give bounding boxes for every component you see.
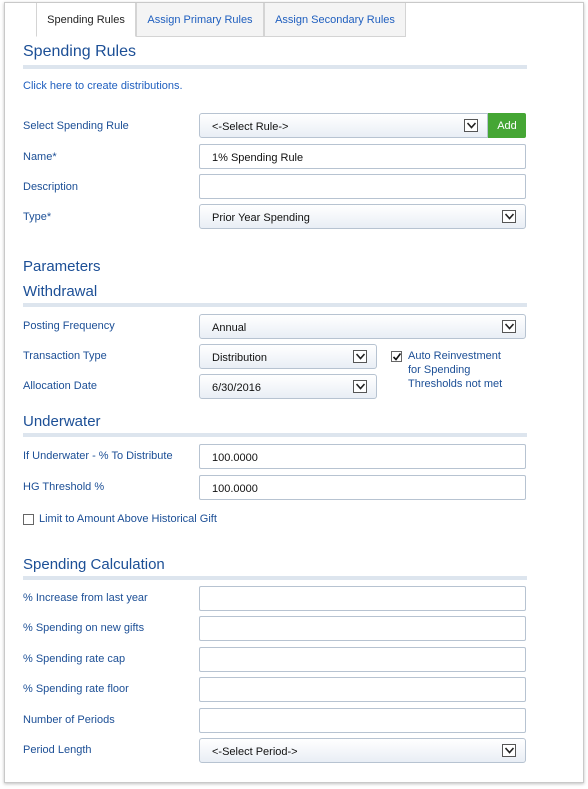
name-label: Name* xyxy=(23,151,57,163)
allocation-date-label: Allocation Date xyxy=(23,380,97,392)
create-distributions-link[interactable]: Click here to create distributions. xyxy=(23,80,183,92)
auto-reinvestment-label-line1: Auto Reinvestment xyxy=(408,350,501,362)
chevron-down-icon xyxy=(353,350,367,363)
select-spending-rule-dropdown[interactable] xyxy=(199,113,488,138)
tab-spending-rules[interactable]: Spending Rules xyxy=(36,3,136,37)
section-divider xyxy=(23,433,527,437)
allocation-date-value: 6/30/2016 xyxy=(212,382,261,394)
select-spending-rule-label: Select Spending Rule xyxy=(23,120,129,132)
pct-new-gifts-label: % Spending on new gifts xyxy=(23,622,145,634)
number-of-periods-field[interactable] xyxy=(199,708,526,733)
transaction-type-value: Distribution xyxy=(212,352,268,364)
description-label: Description xyxy=(23,181,79,193)
limit-above-historical-gift-label: Limit to Amount Above Historical Gift xyxy=(39,513,217,525)
rate-cap-field[interactable] xyxy=(199,647,526,672)
checkmark-icon xyxy=(392,352,402,362)
posting-frequency-value: Annual xyxy=(212,322,247,334)
posting-frequency-dropdown[interactable] xyxy=(199,314,526,339)
section-title-spending-calculation: Spending Calculation xyxy=(23,556,165,573)
description-field[interactable] xyxy=(199,174,526,199)
chevron-down-icon xyxy=(502,744,516,757)
hg-threshold-label: HG Threshold % xyxy=(23,481,105,493)
select-spending-rule-value: <-Select Rule-> xyxy=(212,121,289,133)
period-length-label: Period Length xyxy=(23,744,92,756)
if-underwater-pct-distribute-label: If Underwater - % To Distribute xyxy=(23,450,173,462)
allocation-date-dropdown[interactable] xyxy=(199,374,377,399)
chevron-down-icon xyxy=(353,380,367,393)
auto-reinvestment-label-line2: for Spending xyxy=(408,364,471,376)
section-title-withdrawal: Withdrawal xyxy=(23,283,98,300)
period-length-value: <-Select Period-> xyxy=(212,746,298,758)
type-label: Type* xyxy=(23,211,52,223)
number-of-periods-label: Number of Periods xyxy=(23,714,115,726)
chevron-down-icon xyxy=(502,320,516,333)
if-underwater-pct-distribute-field[interactable]: 100.0000 xyxy=(199,444,526,469)
chevron-down-icon xyxy=(464,119,478,132)
rate-cap-label: % Spending rate cap xyxy=(23,653,126,665)
section-title-spending-rules: Spending Rules xyxy=(23,43,136,60)
chevron-down-icon xyxy=(502,210,516,223)
add-rule-button[interactable]: Add xyxy=(488,113,526,138)
pct-increase-field[interactable] xyxy=(199,586,526,611)
tab-assign-primary-rules[interactable]: Assign Primary Rules xyxy=(136,3,264,37)
transaction-type-label: Transaction Type xyxy=(23,350,107,362)
auto-reinvestment-label-line3: Thresholds not met xyxy=(408,378,503,390)
posting-frequency-label: Posting Frequency xyxy=(23,320,115,332)
auto-reinvestment-label xyxy=(408,349,502,391)
section-divider xyxy=(23,303,527,307)
pct-new-gifts-field[interactable] xyxy=(199,616,526,641)
section-title-underwater: Underwater xyxy=(23,413,101,430)
tab-assign-secondary-rules[interactable]: Assign Secondary Rules xyxy=(264,3,406,37)
rate-floor-field[interactable] xyxy=(199,677,526,702)
transaction-type-dropdown[interactable] xyxy=(199,344,377,369)
section-title-parameters: Parameters xyxy=(23,258,101,275)
name-field[interactable]: 1% Spending Rule xyxy=(199,144,526,169)
type-value: Prior Year Spending xyxy=(212,212,310,224)
hg-threshold-field[interactable]: 100.0000 xyxy=(199,475,526,500)
section-divider xyxy=(23,576,527,580)
type-dropdown[interactable] xyxy=(199,204,526,229)
pct-increase-label: % Increase from last year xyxy=(23,592,148,604)
spending-rules-panel xyxy=(4,2,584,783)
limit-above-historical-gift-checkbox[interactable] xyxy=(23,514,34,525)
period-length-dropdown[interactable] xyxy=(199,738,526,763)
auto-reinvestment-checkbox[interactable] xyxy=(391,351,402,362)
tab-bar xyxy=(36,3,406,37)
rate-floor-label: % Spending rate floor xyxy=(23,683,129,695)
section-divider xyxy=(23,65,527,69)
